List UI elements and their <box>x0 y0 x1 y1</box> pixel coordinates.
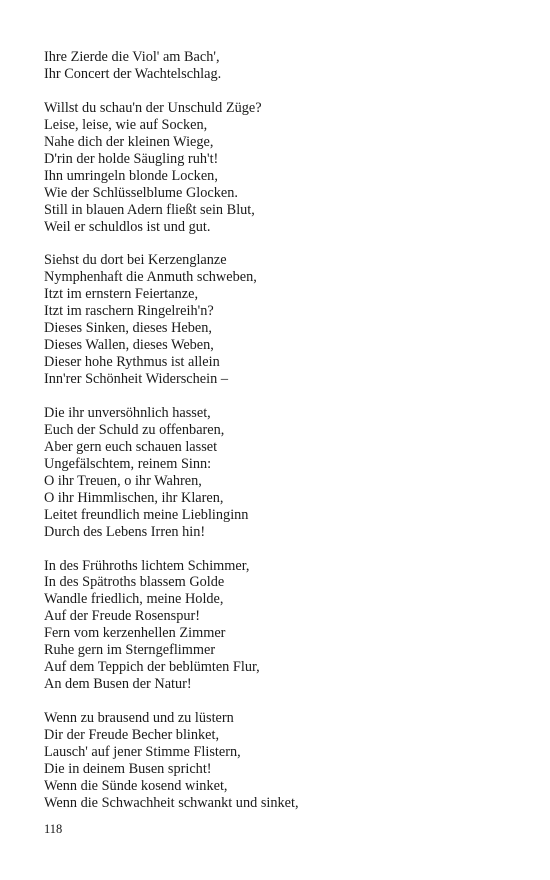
poem-line: Ungefälschtem, reinem Sinn: <box>44 455 212 472</box>
poem-line: O ihr Treuen, o ihr Wahren, <box>44 472 202 489</box>
poem-line: Dieses Wallen, dieses Weben, <box>44 337 214 354</box>
poem-line: Auf der Freude Rosenspur! <box>44 608 201 625</box>
stanza-4 <box>44 405 514 541</box>
poem-line: Wandle friedlich, meine Holde, <box>44 591 224 608</box>
stanza-1 <box>44 49 514 83</box>
poem-line: Inn'rer Schönheit Widerschein – <box>44 371 228 388</box>
poem-line: Nymphenhaft die Anmuth schweben, <box>44 269 257 286</box>
poem-line: Ruhe gern im Sterngeflimmer <box>44 642 216 659</box>
page-number: 118 <box>44 822 63 836</box>
poem-line: An dem Busen der Natur! <box>44 676 192 693</box>
poem-line: In des Frühroths lichtem Schimmer, <box>44 557 250 574</box>
poem-line: Die in deinem Busen spricht! <box>44 760 212 777</box>
poem-line: Euch der Schuld zu offenbaren, <box>44 421 225 438</box>
poem-line: Aber gern euch schauen lasset <box>44 438 218 455</box>
poem-line: Nahe dich der kleinen Wiege, <box>44 133 214 150</box>
poem-line: Itzt im ernstern Feiertanze, <box>44 286 199 303</box>
poem-line: Durch des Lebens Irren hin! <box>44 523 206 540</box>
poem-line: Leitet freundlich meine Lieblinginn <box>44 506 249 523</box>
poem-line: Itzt im raschern Ringelreih'n? <box>44 303 214 320</box>
poem-line: Siehst du dort bei Kerzenglanze <box>44 252 227 269</box>
stanza-2 <box>44 100 514 236</box>
poem-line: Dieses Sinken, dieses Heben, <box>44 320 212 337</box>
poem-line: Ihn umringeln blonde Locken, <box>44 167 218 184</box>
poem-line: In des Spätroths blassem Golde <box>44 574 225 591</box>
poem-line: D'rin der holde Säugling ruh't! <box>44 150 219 167</box>
poem-line: Die ihr unversöhnlich hasset, <box>44 404 211 421</box>
poem-line: Still in blauen Adern fließt sein Blut, <box>44 201 255 218</box>
stanza-5 <box>44 558 514 694</box>
poem-text <box>44 49 514 829</box>
poem-line: Willst du schau'n der Unschuld Züge? <box>44 99 262 116</box>
poem-line: Weil er schuldlos ist und gut. <box>44 218 211 235</box>
poem-line: Lausch' auf jener Stimme Flistern, <box>44 744 241 760</box>
poem-line: Wenn die Schwachheit schwankt und sinket, <box>44 794 299 811</box>
poem-line: Wie der Schlüsselblume Glocken. <box>44 184 238 201</box>
poem-line: Fern vom kerzenhellen Zimmer <box>44 625 226 642</box>
poem-line: Leise, leise, wie auf Socken, <box>44 116 208 133</box>
poem-line: Dieser hohe Rythmus ist allein <box>44 354 220 371</box>
poem-line: Wenn die Sünde kosend winket, <box>44 777 228 794</box>
poem-line: Dir der Freude Becher blinket, <box>44 727 220 744</box>
stanza-3 <box>44 252 514 388</box>
poem-line: Ihr Concert der Wachtelschlag. <box>44 65 222 82</box>
poem-line: Auf dem Teppich der beblümten Flur, <box>44 659 260 676</box>
poem-line: Wenn zu brausend und zu lüstern <box>44 710 234 727</box>
poem-line: Ihre Zierde die Viol' am Bach', <box>44 49 220 65</box>
poem-line: O ihr Himmlischen, ihr Klaren, <box>44 489 224 506</box>
stanza-6 <box>44 710 514 812</box>
